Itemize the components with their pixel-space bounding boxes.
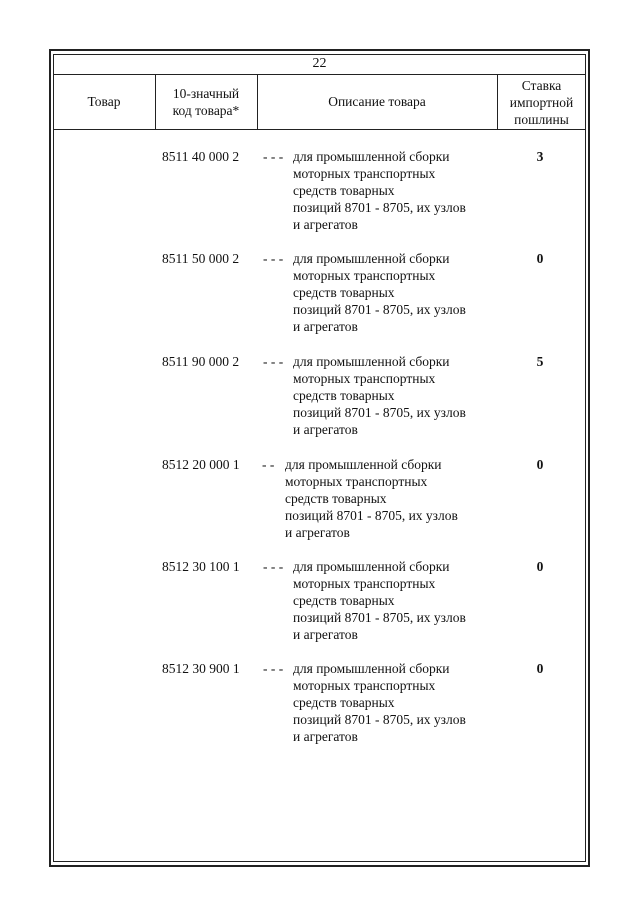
tariff-code: 8511 40 000 2 xyxy=(162,149,240,164)
description-line: для промышленной сборки xyxy=(293,559,450,574)
hierarchy-dashes: - - - xyxy=(263,251,284,266)
description-line: средств товарных xyxy=(293,285,395,300)
header-code-line-1: 10-значный xyxy=(172,86,240,101)
page-number: 22 xyxy=(312,56,327,71)
product-description xyxy=(293,250,513,335)
description-line: для промышленной сборки xyxy=(293,149,450,164)
description-line: для промышленной сборки xyxy=(285,457,442,472)
description-line: и агрегатов xyxy=(285,525,350,540)
description-line: моторных транспортных xyxy=(293,268,436,283)
description-line: средств товарных xyxy=(293,183,395,198)
header-rate xyxy=(497,77,586,128)
description-line: позиций 8701 - 8705, их узлов xyxy=(293,610,466,625)
description-line: моторных транспортных xyxy=(293,576,436,591)
hierarchy-dashes: - - - xyxy=(263,559,284,574)
tariff-code: 8512 30 100 1 xyxy=(162,559,240,574)
description-line: и агрегатов xyxy=(293,422,358,437)
description-line: моторных транспортных xyxy=(293,678,436,693)
description-line: средств товарных xyxy=(293,593,395,608)
description-line: позиций 8701 - 8705, их узлов xyxy=(293,405,466,420)
description-line: моторных транспортных xyxy=(293,371,436,386)
tariff-code: 8512 20 000 1 xyxy=(162,457,240,472)
header-code-line-2: код товара* xyxy=(172,103,240,118)
header-bottom-rule xyxy=(53,129,586,130)
header-rate-line-1: Ставка xyxy=(521,78,562,93)
hierarchy-dashes: - - xyxy=(262,457,275,472)
tariff-code: 8511 50 000 2 xyxy=(162,251,240,266)
duty-rate: 0 xyxy=(536,559,544,574)
header-rate-line-3: пошлины xyxy=(514,112,569,127)
description-line: позиций 8701 - 8705, их узлов xyxy=(293,302,466,317)
tariff-code: 8512 30 900 1 xyxy=(162,661,240,676)
description-line: средств товарных xyxy=(293,388,395,403)
description-line: для промышленной сборки xyxy=(293,251,450,266)
description-line: средств товарных xyxy=(293,695,395,710)
duty-rate: 0 xyxy=(536,457,544,472)
duty-rate: 0 xyxy=(536,251,544,266)
product-description xyxy=(285,456,505,541)
description-line: и агрегатов xyxy=(293,627,358,642)
description-line: и агрегатов xyxy=(293,319,358,334)
header-rate-line-2: импортной xyxy=(509,95,574,110)
description-line: и агрегатов xyxy=(293,217,358,232)
description-line: для промышленной сборки xyxy=(293,354,450,369)
description-line: позиций 8701 - 8705, их узлов xyxy=(293,712,466,727)
description-line: моторных транспортных xyxy=(293,166,436,181)
duty-rate: 3 xyxy=(536,149,544,164)
duty-rate: 0 xyxy=(536,661,544,676)
product-description xyxy=(293,353,513,438)
product-description xyxy=(293,660,513,745)
description-line: средств товарных xyxy=(285,491,387,506)
duty-rate: 5 xyxy=(536,354,544,369)
header-product: Товар xyxy=(87,94,121,109)
header-code xyxy=(155,85,257,119)
product-description xyxy=(293,558,513,643)
description-line: и агрегатов xyxy=(293,729,358,744)
description-line: позиций 8701 - 8705, их узлов xyxy=(293,200,466,215)
hierarchy-dashes: - - - xyxy=(263,149,284,164)
header-description: Описание товара xyxy=(328,94,426,109)
hierarchy-dashes: - - - xyxy=(263,354,284,369)
description-line: моторных транспортных xyxy=(285,474,428,489)
hierarchy-dashes: - - - xyxy=(263,661,284,676)
description-line: для промышленной сборки xyxy=(293,661,450,676)
description-line: позиций 8701 - 8705, их узлов xyxy=(285,508,458,523)
tariff-code: 8511 90 000 2 xyxy=(162,354,240,369)
header-top-rule xyxy=(53,74,586,75)
product-description xyxy=(293,148,513,233)
